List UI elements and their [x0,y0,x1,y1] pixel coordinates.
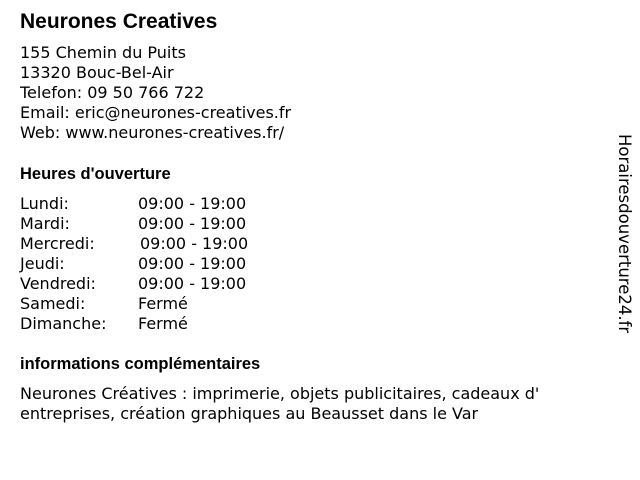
hours-day: Lundi: [20,194,69,213]
hours-time: 09:00 - 19:00 [138,274,247,293]
info-line-2: entreprises, création graphiques au Beausset dans le Var [20,404,479,423]
hours-time: 09:00 - 19:00 [140,234,249,253]
email-line: Email: eric@neurones-creatives.fr [20,103,292,122]
hours-day: Dimanche: [20,314,107,333]
hours-time: 09:00 - 19:00 [138,214,247,233]
hours-day: Vendredi: [20,274,96,293]
hours-row-tuesday [20,214,320,234]
business-name: Neurones Creatives [20,10,218,33]
address-street: 155 Chemin du Puits [20,43,186,62]
hours-day: Samedi: [20,294,86,313]
additional-info-text [20,384,620,424]
contact-block [20,43,291,143]
hours-time: Fermé [138,294,188,313]
hours-row-sunday [20,314,320,334]
site-watermark: Horairesdouverture24.fr [615,134,634,334]
additional-info-heading: informations complémentaires [20,355,261,373]
hours-row-saturday [20,294,320,314]
web-line: Web: www.neurones-creatives.fr/ [20,123,285,142]
hours-row-monday [20,194,320,214]
address-city: 13320 Bouc-Bel-Air [20,63,174,82]
info-line-1: Neurones Créatives : imprimerie, objets publicitaires, cadeaux d' [20,384,540,403]
hours-time: Fermé [138,314,188,333]
hours-day: Jeudi: [20,254,65,273]
hours-day: Mardi: [20,214,70,233]
hours-row-friday [20,274,320,294]
opening-hours-heading: Heures d'ouverture [20,165,171,183]
hours-time: 09:00 - 19:00 [138,194,247,213]
hours-day: Mercredi: [20,234,95,253]
opening-hours-table [20,194,320,334]
hours-row-thursday [20,254,320,274]
hours-time: 09:00 - 19:00 [138,254,247,273]
phone-line: Telefon: 09 50 766 722 [20,83,205,102]
hours-row-wednesday [20,234,320,254]
